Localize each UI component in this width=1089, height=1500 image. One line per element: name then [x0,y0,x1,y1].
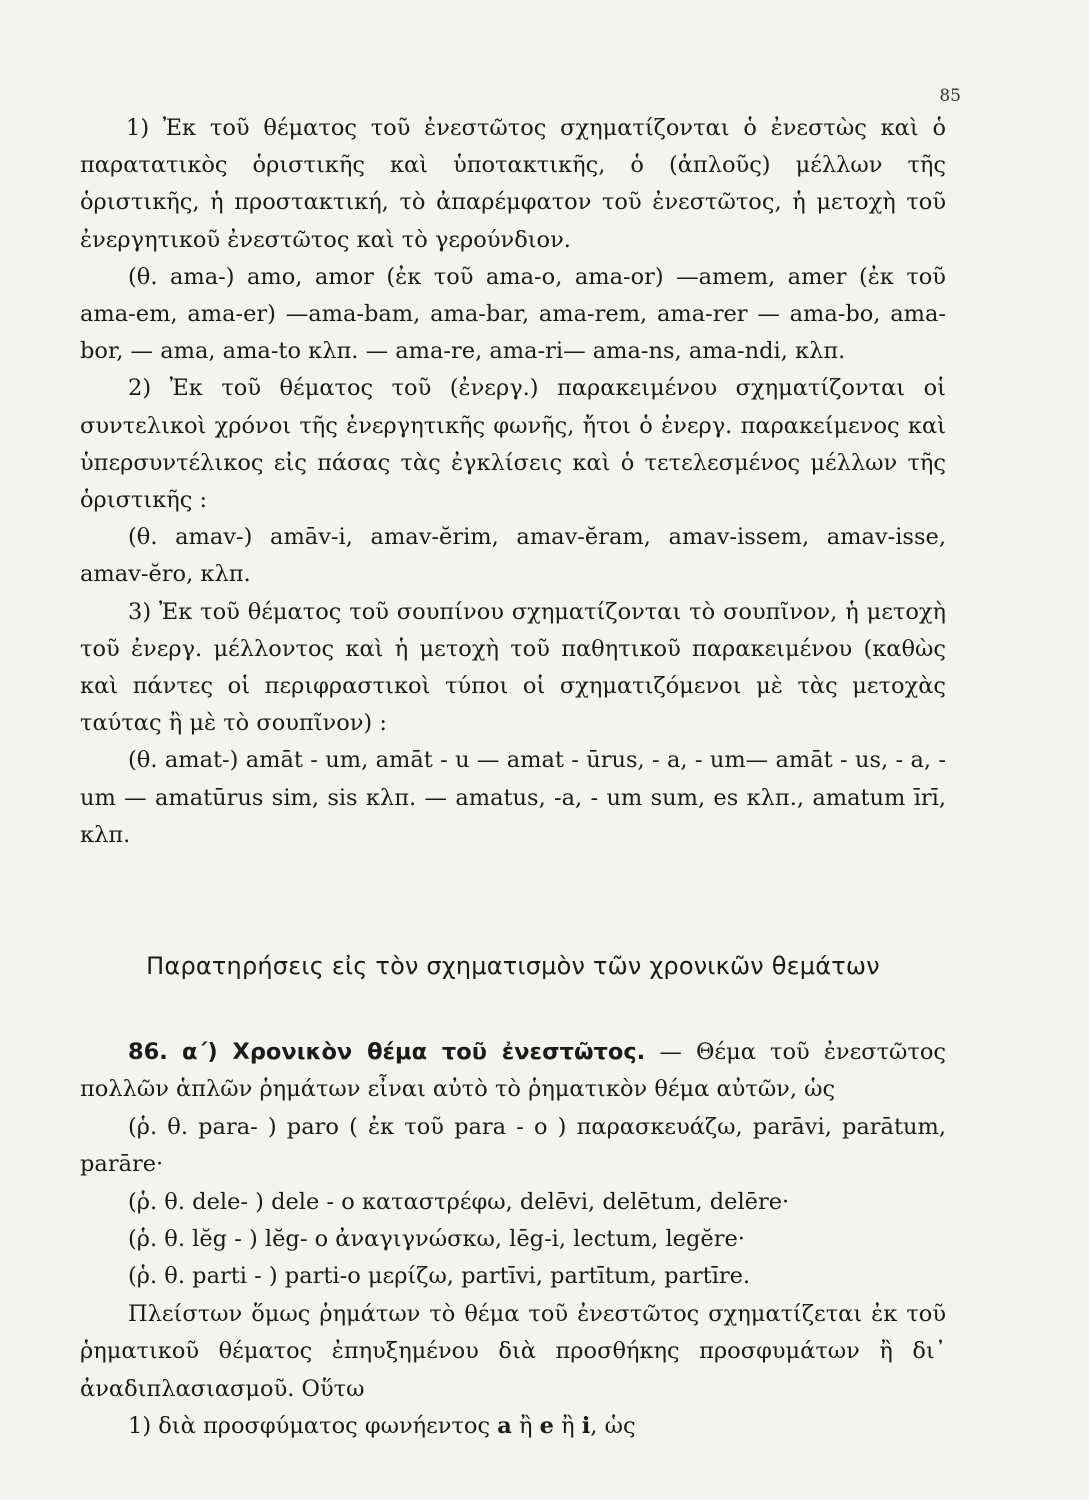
section-title: α΄) Χρονικὸν θέμα τοῦ ἐνεστῶτος. [182,1039,646,1065]
example-2: (ῥ. θ. dele- ) dele - o καταστρέφω, delēvi, delētum, delēre· [128,1188,790,1215]
section-number: 86. [128,1039,168,1065]
closing-paragraph: Πλείστων ὅμως ῥημάτων τὸ θέμα τοῦ ἐνεστῶτος σχηματίζεται ἐκ τοῦ ῥηματικοῦ θέματος ἐπηυξημένου διὰ προσθήκης προσφυμάτων ἢ δι᾽ ἀναδιπλασιασμοῦ. Οὕτω [80,1300,946,1402]
example-1: (ῥ. θ. para- ) paro ( ἐκ τοῦ para - o ) παρασκευάζω, parāvi, parātum, parāre· [80,1113,946,1178]
or-1: ἢ [511,1413,540,1440]
body-text [80,110,946,854]
example-4: (ῥ. θ. parti - ) parti-o μερίζω, partīvi, partītum, partīre. [128,1263,751,1290]
paragraph-1: 1) Ἐκ τοῦ θέματος τοῦ ἐνεστῶτος σχηματίζονται ὁ ἐνεστὼς καὶ ὁ παρατατικὸς ὁριστικῆς καὶ ὑποτακτικῆς, ὁ (ἁπλοῦς) μέλλων τῆς ὁριστικῆς, ἡ προστακτική, τὸ ἀπαρέμφατον τοῦ ἐνεστῶτος, ἡ μετοχὴ τοῦ ἐνεργητικοῦ ἐνεστῶτος καὶ τὸ γερούνδιον. [80,115,946,253]
section-heading: Παρατηρήσεις εἰς τὸν σχηματισμὸν τῶν χρονικῶν θεμάτων [146,952,880,980]
last-item-suffix: , ὡς [590,1413,636,1440]
paragraph-2: (θ. ama-) amo, amor (ἐκ τοῦ ama-o, ama-or) —amem, amer (ἐκ τοῦ ama-em, ama-er) —ama-bam, ama-bar, ama-rem, ama-rer — ama-bo, ama-bor, — ama, ama-to κλπ. — ama-re, ama-ri— ama-ns, ama-ndi, κλπ. [80,263,946,365]
paragraph-5: 3) Ἐκ τοῦ θέματος τοῦ σουπίνου σχηματίζονται τὸ σουπῖνον, ἡ μετοχὴ τοῦ ἐνεργ. μέλλοντος καὶ ἡ μετοχὴ τοῦ παθητικοῦ παρακειμένου (καθὼς καὶ πάντες οἱ περιφραστικοὶ τύποι οἱ σχηματιζόμενοι μὲ τὰς μετοχὰς ταύτας ἢ μὲ τὸ σουπῖνον) : [80,598,946,737]
paragraph-3: 2) Ἐκ τοῦ θέματος τοῦ (ἐνεργ.) παρακειμένου σχηματίζονται οἱ συντελικοὶ χρόνοι τῆς ἐνεργητικῆς φωνῆς, ἤτοι ὁ ἐνεργ. παρακείμενος καὶ ὑπερσυντέλικος εἰς πάσας τὰς ἐγκλίσεις καὶ ὁ τετελεσμένος μέλλων τῆς ὁριστικῆς : [80,375,946,514]
vowel-i: i [581,1413,591,1440]
section-86-intro [80,1034,946,1109]
vowel-e: e [539,1413,554,1440]
last-item-prefix: 1) διὰ προσφύματος φωνήεντος [128,1413,498,1440]
section-86 [80,1034,946,1445]
paragraph-6: (θ. amat-) amāt - um, amāt - u — amat - ūrus, - a, - um— amāt - us, - a, - um — amatūrus sim, sis κλπ. — amatus, -a, - um sum, es κλπ., amatum īrī, κλπ. [80,747,946,848]
page-number: 85 [939,86,961,106]
vowel-a: a [497,1413,512,1440]
section-intro-text: — Θέμα τοῦ ἐνεστῶτος πολλῶν ἁπλῶν ῥημάτων εἶναι αὐτὸ τὸ ῥηματικὸν θέμα αὐτῶν, ὡς [80,1039,946,1103]
last-item [80,1408,946,1445]
paragraph-4: (θ. amav-) amāv-i, amav-ĕrim, amav-ĕram, amav-issem, amav-isse, amav-ĕro, κλπ. [80,524,946,588]
example-3: (ῥ. θ. lĕg - ) lĕg- o ἀναγιγνώσκω, lēg-i, lectum, legĕre· [128,1226,745,1253]
or-2: ἢ [553,1413,582,1440]
